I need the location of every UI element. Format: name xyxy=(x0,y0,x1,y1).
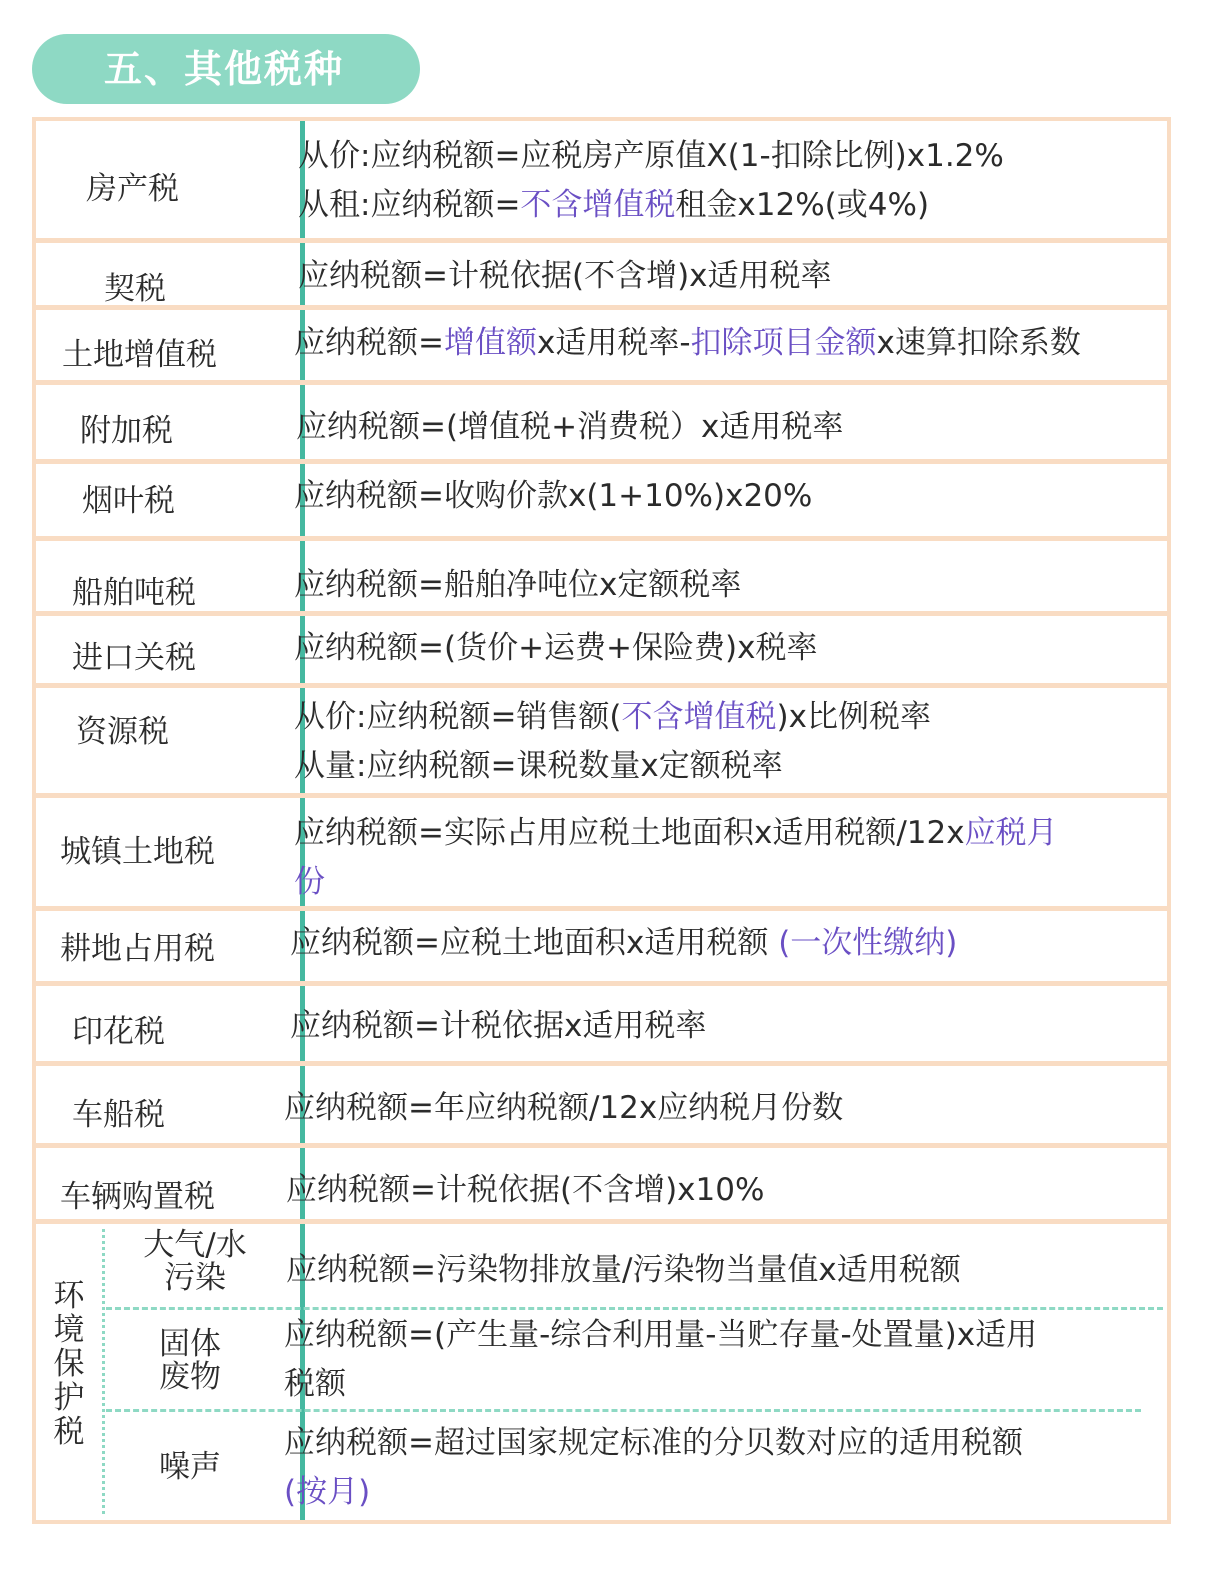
formula-highlight: 份 xyxy=(294,864,325,900)
env-sub-name xyxy=(130,1328,250,1394)
formula-line xyxy=(284,1360,1037,1409)
formula-highlight: 不含增值税 xyxy=(621,699,777,735)
formula-highlight: 应税月 xyxy=(964,815,1058,851)
tax-name: 船舶吨税 xyxy=(72,575,196,611)
formula-line xyxy=(298,181,1004,230)
tax-name: 城镇土地税 xyxy=(60,834,215,870)
formula-line xyxy=(294,809,1058,858)
tax-name: 耕地占用税 xyxy=(60,931,215,967)
tax-name: 契税 xyxy=(104,271,166,307)
row-separator xyxy=(36,459,1167,464)
formula-line xyxy=(284,1419,1023,1468)
formula-text: )x比例税率 xyxy=(776,699,931,735)
env-dashed-separator xyxy=(106,1307,1163,1310)
tax-formula xyxy=(294,693,931,791)
row-separator xyxy=(36,793,1167,798)
formula-text: x适用税率- xyxy=(536,325,691,361)
row-separator xyxy=(36,981,1167,986)
tax-formula xyxy=(296,403,843,452)
formula-line xyxy=(286,1246,961,1295)
env-sub-name-line: 大气/水 xyxy=(143,1227,247,1263)
formula-line xyxy=(294,319,1081,368)
formula-text: 应纳税额=实际占用应税土地面积x适用税额/12x xyxy=(294,815,965,851)
formula-line xyxy=(290,919,957,968)
tax-formula xyxy=(298,252,832,301)
tax-name: 资源税 xyxy=(76,714,169,750)
tax-formula xyxy=(294,561,741,610)
tax-formula xyxy=(294,809,1058,907)
tax-formula xyxy=(290,1002,706,1051)
tax-name: 进口关税 xyxy=(72,640,196,676)
formula-text: 租金x12%(或4%) xyxy=(675,187,930,223)
formula-line xyxy=(294,742,931,791)
tax-formula xyxy=(284,1084,843,1133)
tax-name: 车辆购置税 xyxy=(60,1179,215,1215)
row-separator xyxy=(36,683,1167,688)
formula-text: 应纳税额=(货价+运费+保险费)x税率 xyxy=(294,630,818,666)
formula-line xyxy=(298,252,832,301)
row-separator xyxy=(36,536,1167,541)
formula-line xyxy=(294,624,817,673)
formula-text: 应纳税额=计税依据x适用税率 xyxy=(290,1008,707,1044)
tax-name: 印花税 xyxy=(72,1014,165,1050)
formula-text: 应纳税额=船舶净吨位x定额税率 xyxy=(294,567,742,603)
formula-highlight: 扣除项目金额 xyxy=(690,325,877,361)
formula-line xyxy=(284,1311,1037,1360)
formula-line xyxy=(284,1468,1023,1517)
row-separator xyxy=(36,238,1167,243)
tax-formula xyxy=(294,472,812,521)
formula-text: 应纳税额=超过国家规定标准的分贝数对应的适用税额 xyxy=(284,1425,1023,1461)
tax-formula-table xyxy=(32,117,1171,1524)
env-sub-name-line: 废物 xyxy=(159,1359,221,1395)
formula-text: 从租:应纳税额= xyxy=(298,187,521,223)
formula-line xyxy=(290,1002,706,1051)
formula-line xyxy=(294,693,931,742)
formula-text: 应纳税额=计税依据(不含增)x10% xyxy=(286,1172,765,1208)
formula-text: 应纳税额=计税依据(不含增)x适用税率 xyxy=(298,258,832,294)
formula-text: 税额 xyxy=(284,1366,346,1402)
formula-highlight: (按月) xyxy=(284,1474,371,1510)
env-tax-name: 环境保护税 xyxy=(53,1278,85,1450)
formula-text: 从价:应纳税额=销售额( xyxy=(294,699,622,735)
tax-name: 车船税 xyxy=(72,1097,165,1133)
formula-text: 应纳税额=(增值税+消费税）x适用税率 xyxy=(296,409,844,445)
env-sub-name-line: 噪声 xyxy=(159,1449,221,1485)
formula-text: x速算扣除系数 xyxy=(876,325,1081,361)
env-sub-name-line: 固体 xyxy=(159,1326,221,1362)
tax-formula xyxy=(298,132,1004,230)
row-separator xyxy=(36,1143,1167,1148)
env-sub-formula xyxy=(284,1419,1023,1517)
env-sub-formula xyxy=(286,1246,961,1295)
env-dotted-divider xyxy=(102,1229,105,1514)
formula-text: 应纳税额=收购价款x(1+10%)x20% xyxy=(294,478,813,514)
tax-name: 房产税 xyxy=(86,171,179,207)
formula-line xyxy=(294,858,1058,907)
tax-name: 烟叶税 xyxy=(82,483,175,519)
formula-line xyxy=(284,1084,843,1133)
row-separator xyxy=(36,1061,1167,1066)
tax-formula xyxy=(294,319,1081,368)
env-sub-name-line: 污染 xyxy=(164,1260,226,1296)
env-sub-name xyxy=(130,1229,260,1295)
env-dashed-separator xyxy=(106,1409,1141,1412)
formula-highlight: 增值额 xyxy=(443,325,537,361)
env-sub-name xyxy=(130,1451,250,1484)
tax-name: 土地增值税 xyxy=(62,337,217,373)
formula-text: 应纳税额=年应纳税额/12x应纳税月份数 xyxy=(284,1090,844,1126)
row-separator xyxy=(36,611,1167,616)
formula-text: 应纳税额=应税土地面积x适用税额 xyxy=(290,925,779,961)
tax-name: 附加税 xyxy=(80,413,173,449)
row-separator xyxy=(36,305,1167,310)
tax-formula xyxy=(294,624,817,673)
row-separator xyxy=(36,380,1167,385)
section-title: 五、其他税种 xyxy=(32,34,420,104)
formula-line xyxy=(294,561,741,610)
row-separator xyxy=(36,1219,1167,1224)
formula-highlight: 不含增值税 xyxy=(520,187,676,223)
tax-formula xyxy=(290,919,957,968)
tax-formula xyxy=(286,1166,764,1215)
formula-line xyxy=(298,132,1004,181)
env-sub-formula xyxy=(284,1311,1037,1409)
formula-line xyxy=(294,472,812,521)
formula-text: 从量:应纳税额=课税数量x定额税率 xyxy=(294,748,783,784)
formula-text: 从价:应纳税额=应税房产原值X(1-扣除比例)x1.2% xyxy=(298,138,1004,174)
formula-line xyxy=(286,1166,764,1215)
formula-text: 应纳税额=污染物排放量/污染物当量值x适用税额 xyxy=(286,1252,961,1288)
formula-text: 应纳税额= xyxy=(294,325,444,361)
formula-line xyxy=(296,403,843,452)
formula-text: 应纳税额=(产生量-综合利用量-当贮存量-处置量)x适用 xyxy=(284,1317,1038,1353)
formula-highlight: (一次性缴纳) xyxy=(778,925,958,961)
